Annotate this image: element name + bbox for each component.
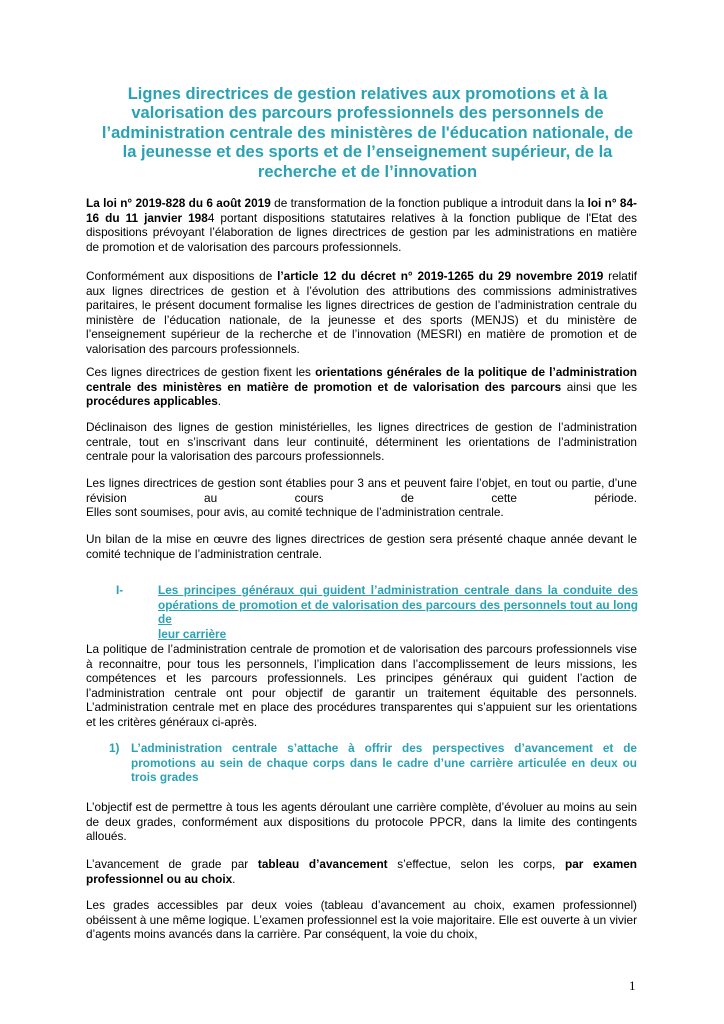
title-line: l’administration centrale des ministères de l'éducation nationale, de <box>101 123 634 142</box>
title-line: valorisation des parcours professionnels des personnels de <box>131 104 604 123</box>
text-line: centrale, tout en s’inscrivant dans leur continuité, déterminent les orientations de l’administration <box>86 434 637 449</box>
section-number: I- <box>116 583 124 597</box>
document-title <box>95 85 640 182</box>
title-line: Lignes directrices de gestion relatives aux promotions et à la <box>127 85 608 103</box>
text-line: aux lignes directrices de gestion et à l’évolution des attributions des commissions administratives <box>86 283 637 298</box>
title-line: recherche et de l’innovation <box>257 162 478 181</box>
text-line: compétences et les parcours professionnels. Les principes généraux qui guident l’action de <box>86 671 637 686</box>
text-line: sein de deux grades, conformément aux dispositions du protocole PPCR, dans la limite des contingents <box>86 800 637 829</box>
text-line: professionnel) obéissent à une même logique. L’examen professionnel est la voie majoritaire. Elle est <box>86 898 637 927</box>
text-line <box>86 872 235 886</box>
paragraph-grades <box>86 898 637 942</box>
text-line: Les grades accessibles par deux voies (tableau d’avancement au choix, examen <box>86 898 555 912</box>
text-line: L’administration centrale s’attache à offrir des perspectives d’avancement et de <box>131 741 637 755</box>
paragraph-intro <box>86 196 637 254</box>
bold-text: par examen <box>565 857 637 871</box>
text-line: comité technique de l’administration centrale. <box>86 546 323 561</box>
text: L’avancement de grade par <box>86 857 258 871</box>
bold-text: orientations générales de la politique de l’administration <box>315 365 637 379</box>
subsection-title <box>131 741 637 785</box>
text: Ces lignes directrices de gestion fixent les <box>86 365 316 379</box>
paragraph-orientations <box>86 365 637 409</box>
text-line: centrale pour la valorisation des parcours professionnels. <box>86 449 385 464</box>
bold-text: professionnel ou au choix <box>86 871 233 886</box>
text-line: leur carrière <box>158 626 227 641</box>
text-line: Elles sont soumises, pour avis, au comité technique de l’administration centrale. <box>86 505 504 520</box>
text-line: Déclinaison des lignes de gestion ministérielles, les lignes directrices de gestion de l’administration <box>86 420 637 434</box>
text: . <box>217 394 222 409</box>
bold-text: n° 84-16 du 11 janvier 198 <box>86 196 637 225</box>
paragraph-duration <box>86 476 637 520</box>
paragraph-declinaison <box>86 420 637 464</box>
text-line: à reconnaitre, pour tous les personnels, l’implication dans l’accomplissement de leurs missions, les <box>86 656 637 671</box>
paragraph-objective <box>86 800 637 844</box>
text-line <box>86 365 637 379</box>
text-line <box>86 269 637 283</box>
bold-text: l’article 12 du décret n° 2019-1265 du 29 novembre 2019 <box>277 269 604 283</box>
text-line: trois grades <box>131 770 199 785</box>
text: de transformation de la fonction publique a introduit dans la <box>270 196 588 210</box>
text-line: valorisation des parcours professionnels. <box>86 341 300 356</box>
bold-text: loi <box>587 196 602 210</box>
text-line: l’enseignement supérieur de la recherche et de l’innovation (MESRI) en matière de promotion et de <box>86 327 637 342</box>
text-line: paritaires, le présent document formalise les lignes directrices de gestion de l’administration centrale <box>86 298 620 313</box>
text-line: du ministère de l’éducation nationale, de la jeunesse et des sports (MENJS) et du ministère de <box>86 298 637 327</box>
text-line: opérations de promotion et de valorisation des parcours des personnels tout au long de <box>158 597 638 627</box>
text: 4 portant dispositions statutaires relatives à la fonction publique de l'Etat des <box>207 210 637 225</box>
text-line: ouverte à un vivier d’agents moins avancés dans la carrière. Par conséquent, la voie du choix, <box>86 912 637 942</box>
subsection-number: 1) <box>109 741 120 755</box>
text-line: Un bilan de la mise en œuvre des lignes directrices de gestion sera présenté chaque année devant le <box>86 532 637 546</box>
text-line: promotions au sein de chaque corps dans le cadre d’une carrière articulée en deux ou <box>131 755 637 770</box>
paragraph-bilan <box>86 532 637 561</box>
text-line <box>86 394 221 408</box>
text-line: et les critères généraux ci-après. <box>86 714 258 729</box>
text: relatif <box>603 269 638 283</box>
text-line: révision au cours de cette période. <box>86 490 637 505</box>
text-line: L’objectif est de permettre à tous les agents déroulant une carrière complète, d’évoluer au moins au <box>86 800 612 814</box>
paragraph-policy <box>86 642 637 730</box>
text-line: alloués. <box>86 829 127 844</box>
text-line: l’administration centrale ont pour objectif de garantir un traitement équitable des personnels. <box>86 685 637 700</box>
text-line: de promotion et de valorisation des parcours professionnels. <box>86 239 402 254</box>
text-line: Les principes généraux qui guident l’administration centrale dans la conduite des <box>158 583 638 597</box>
bold-text: La loi n° 2019-828 du 6 août 2019 <box>86 196 271 210</box>
text: . <box>232 871 236 886</box>
text-line <box>86 857 637 871</box>
bold-text: tableau d’avancement <box>257 857 388 871</box>
bold-text: centrale des ministères en matière de promotion et de valorisation des parcours <box>86 379 562 394</box>
bold-text: procédures applicables <box>86 394 218 409</box>
title-line: la jeunesse et des sports et de l’enseignement supérieur, de la <box>122 143 613 162</box>
text: s’effectue, selon les corps, <box>387 857 565 871</box>
paragraph-advancement <box>86 857 637 886</box>
text-line: La politique de l’administration centrale de promotion et de valorisation des parcours professionnels vise <box>86 642 637 656</box>
page-number: 1 <box>629 978 636 993</box>
text-line <box>86 196 601 210</box>
paragraph-decree <box>86 269 637 357</box>
text-line: Les lignes directrices de gestion sont établies pour 3 ans et peuvent faire l’objet, en tout ou partie, d’une <box>86 476 637 490</box>
section-title <box>158 583 638 641</box>
text: ainsi que les <box>561 379 638 394</box>
text: Conformément aux dispositions de <box>86 269 278 283</box>
text-line <box>86 380 637 394</box>
text-line: L’administration centrale met en place des procédures transparentes qui s’appuient sur les orientations <box>86 700 637 715</box>
text-line: dispositions prévoyant l’élaboration de lignes directrices de gestion par les administrations en matière <box>86 225 637 240</box>
